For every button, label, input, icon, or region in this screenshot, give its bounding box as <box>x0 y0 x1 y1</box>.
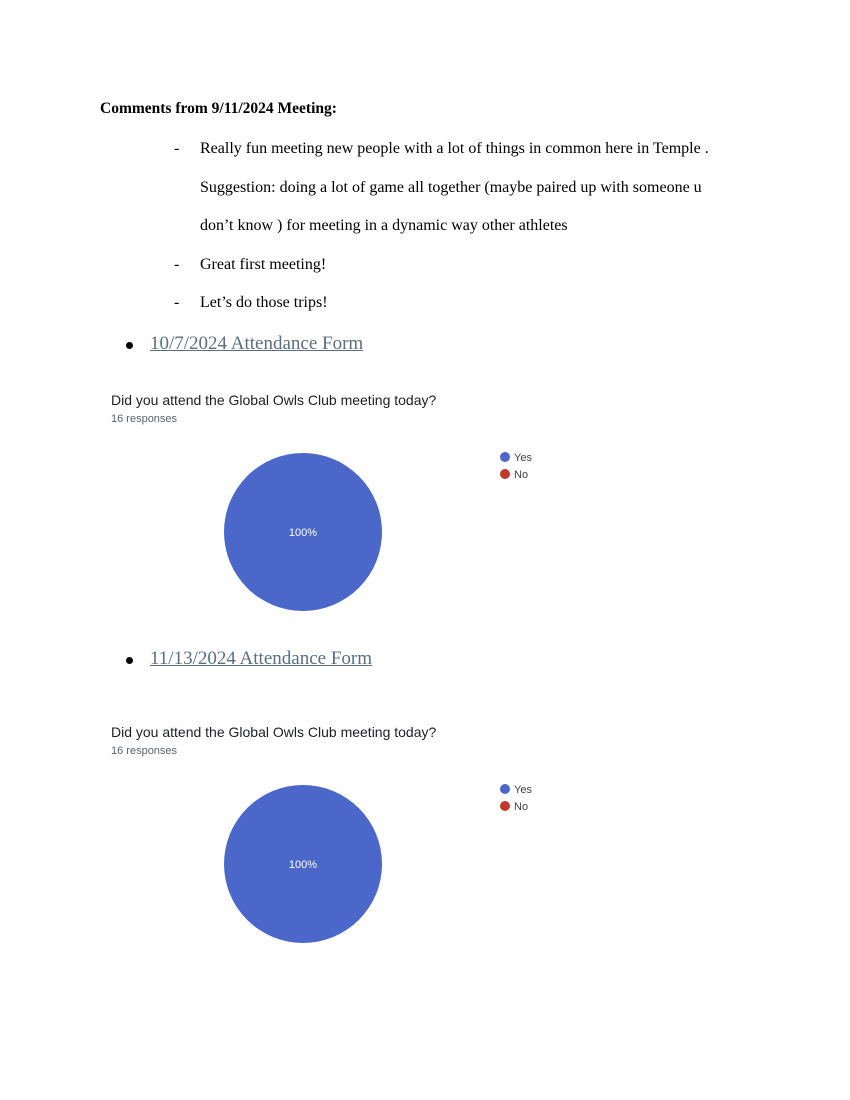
pie-slice-label: 100% <box>288 527 318 539</box>
legend-swatch-icon <box>500 452 510 462</box>
comments-heading: Comments from 9/11/2024 Meeting: <box>100 100 337 117</box>
comment-text-line: Great first meeting! <box>200 256 327 273</box>
legend-swatch-icon <box>500 801 510 811</box>
legend-swatch-icon <box>500 469 510 479</box>
legend-item <box>500 469 528 481</box>
pie-chart <box>0 392 850 632</box>
chart-title: Did you attend the Global Owls Club meeting today? <box>111 392 437 408</box>
comment-dash: - <box>174 256 180 273</box>
legend-item <box>500 452 532 464</box>
legend-swatch-icon <box>500 784 510 794</box>
legend-label: Yes <box>514 452 532 464</box>
chart-title: Did you attend the Global Owls Club meeting today? <box>111 724 437 740</box>
attendance-chart <box>0 724 850 964</box>
legend-item <box>500 784 532 796</box>
legend-label: No <box>514 469 529 481</box>
legend-label: Yes <box>514 784 532 796</box>
legend-item <box>500 801 528 813</box>
chart-subtitle: 16 responses <box>111 745 178 757</box>
comment-dash: - <box>174 140 180 157</box>
pie-slice-label: 100% <box>288 859 318 871</box>
comment-dash: - <box>174 294 180 311</box>
comment-text-line: Suggestion: doing a lot of game all together (maybe paired up with someone u <box>200 179 702 196</box>
comment-text-line: Really fun meeting new people with a lot of things in common here in Temple . <box>200 140 709 157</box>
comment-text-line: Let’s do those trips! <box>200 294 328 311</box>
bullet-icon <box>126 342 133 349</box>
attendance-form-link[interactable]: 10/7/2024 Attendance Form <box>150 333 364 354</box>
pie-chart <box>0 724 850 964</box>
attendance-chart <box>0 392 850 632</box>
comment-text-line: don’t know ) for meeting in a dynamic way other athletes <box>200 217 568 234</box>
legend-label: No <box>514 801 529 813</box>
chart-subtitle: 16 responses <box>111 413 178 425</box>
attendance-form-link[interactable]: 11/13/2024 Attendance Form <box>150 648 372 669</box>
bullet-icon <box>126 657 133 664</box>
